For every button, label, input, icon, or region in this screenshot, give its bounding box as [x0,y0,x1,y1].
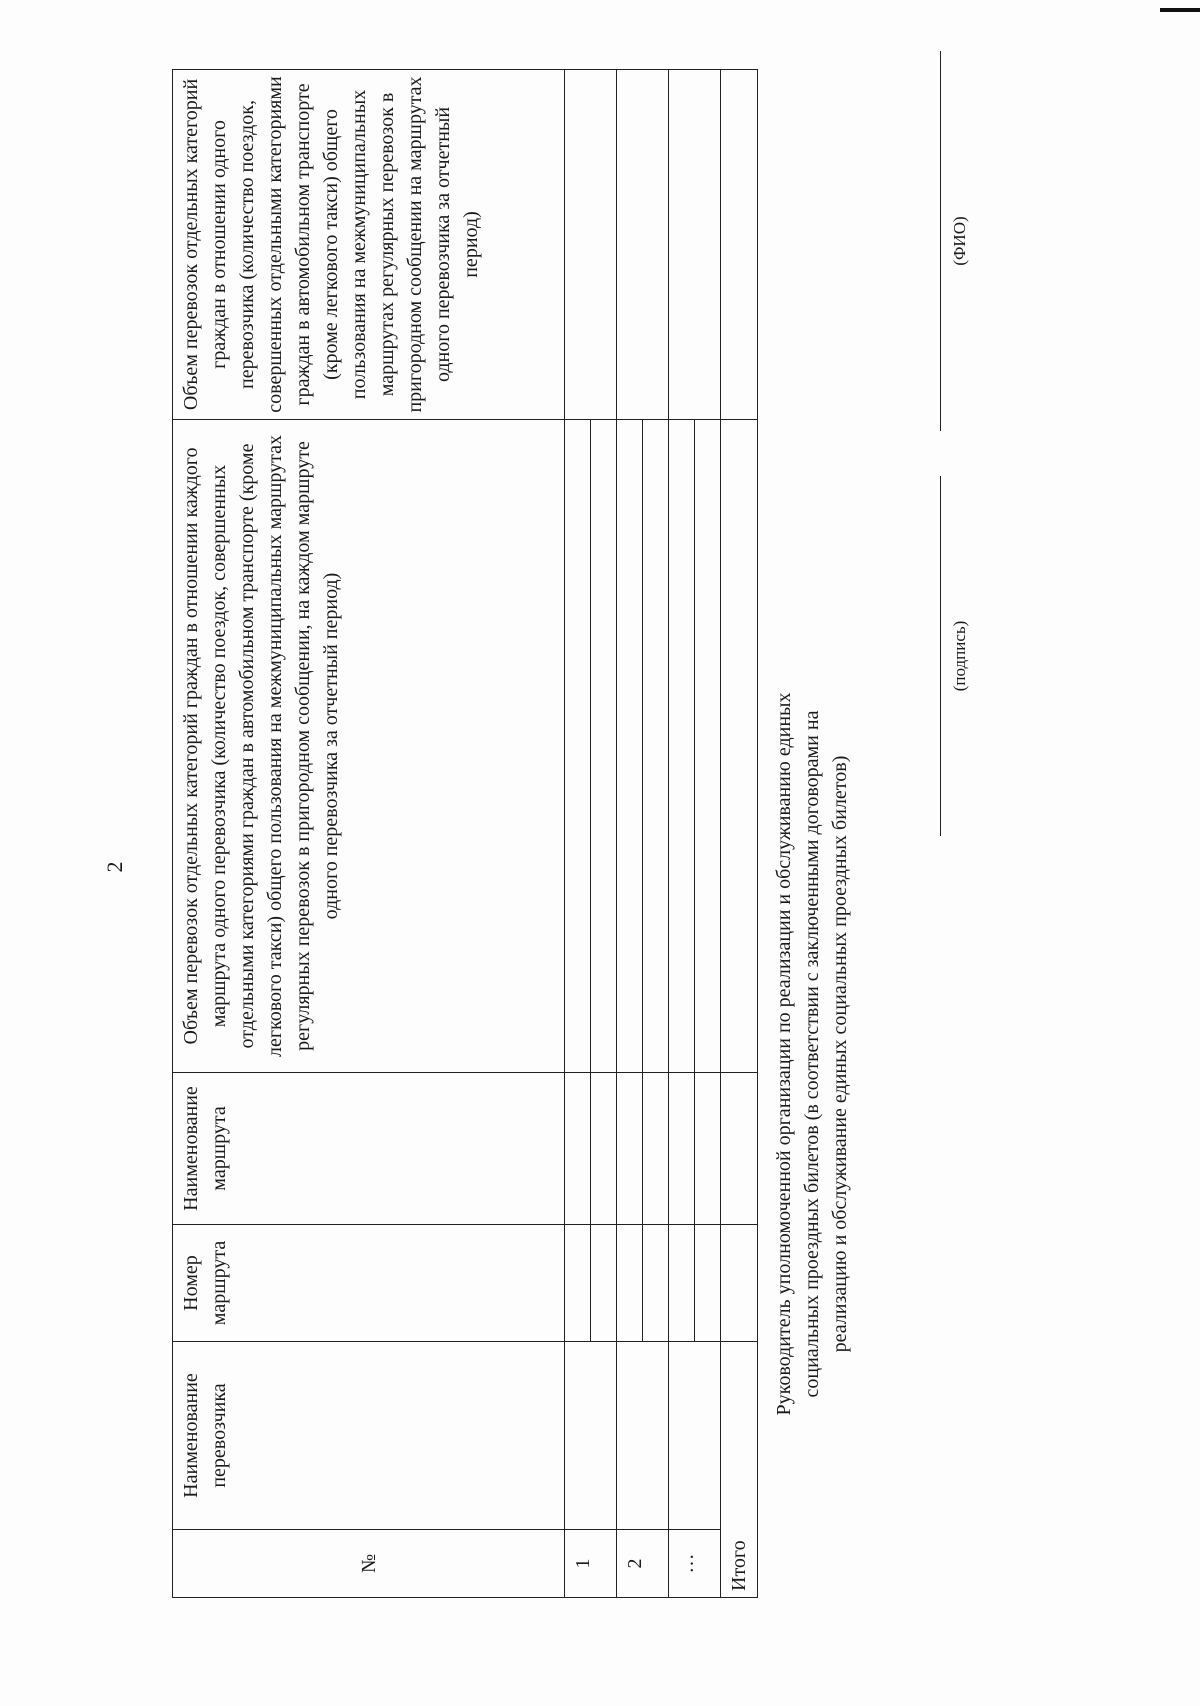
cell-route-number [565,1225,591,1342]
cell-route-name [695,1073,721,1225]
cell-volume-per-route [591,419,617,1072]
cell-volume-per-route [669,419,695,1072]
cell-route-name [669,1073,695,1225]
header-carrier: Наименование перевозчика [173,1342,565,1530]
name-caption: (ФИО) [950,216,969,266]
cell-volume-per-route [695,419,721,1072]
signature-block-title: Руководитель уполномоченной организации по реализации и обслуживанию единых социальных проездных билетов (в соответствии с заключенными договорами на реализацию и обслуживание единых социальных проездных билетов) [773,692,851,1416]
cell-carrier [669,1342,721,1530]
cell-volume-per-route [565,419,591,1072]
total-label: Итого [721,1342,758,1598]
cell-route-name [565,1073,591,1225]
table-row [669,69,695,1597]
cell-volume-per-route [721,419,758,1072]
total-row [721,69,758,1597]
header-volume-per-carrier: Объем перевозок отдельных категорий граждан в отношении одного перевозчика (количество поездок, совершенных отдельными категориями граждан в автомобильном транспорте (кроме легкового такси) общего пользования на межмуниципальных маршрутах регулярных перевозок в пригородном сообщении на маршрутах одного перевозчика за отчетный период) [173,69,565,419]
cell-route-number [721,1225,758,1342]
cell-volume-per-carrier [669,69,721,419]
row-number: 2 [617,1530,669,1598]
cell-route-number [617,1225,643,1342]
header-row [173,69,565,1597]
cell-route-name [591,1073,617,1225]
signature-line [940,476,941,836]
header-route-number: Номер маршрута [173,1225,565,1342]
cell-route-name [617,1073,643,1225]
cell-volume-per-carrier [721,69,758,419]
table-row [565,69,591,1597]
header-volume-per-route: Объем перевозок отдельных категорий граждан в отношении каждого маршрута одного перевозчика (количество поездок, совершенных отдельными категориями граждан в автомобильном транспорте (кроме легкового такси) общего пользования на межмуниципальных маршрутах регулярных перевозок в пригородном сообщении, на каждом маршруте одного перевозчика за отчетный период) [173,419,565,1072]
cell-carrier [617,1342,669,1530]
cell-route-name [721,1073,758,1225]
cell-route-number [669,1225,695,1342]
report-table [172,69,758,1598]
cell-route-number [591,1225,617,1342]
table-row [617,69,643,1597]
cell-volume-per-route [643,419,669,1072]
name-line [940,51,941,431]
signature-caption: (подпись) [950,620,969,692]
header-route-name: Наименование маршрута [173,1073,565,1225]
cell-route-number [643,1225,669,1342]
cell-volume-per-carrier [617,69,669,419]
cell-volume-per-carrier [565,69,617,419]
cell-route-name [643,1073,669,1225]
cell-carrier [565,1342,617,1530]
cell-route-number [695,1225,721,1342]
cell-volume-per-route [617,419,643,1072]
row-number: 1 [565,1530,617,1598]
page-number: 2 [102,861,127,873]
header-num: № [173,1530,565,1598]
row-number: … [669,1530,721,1598]
